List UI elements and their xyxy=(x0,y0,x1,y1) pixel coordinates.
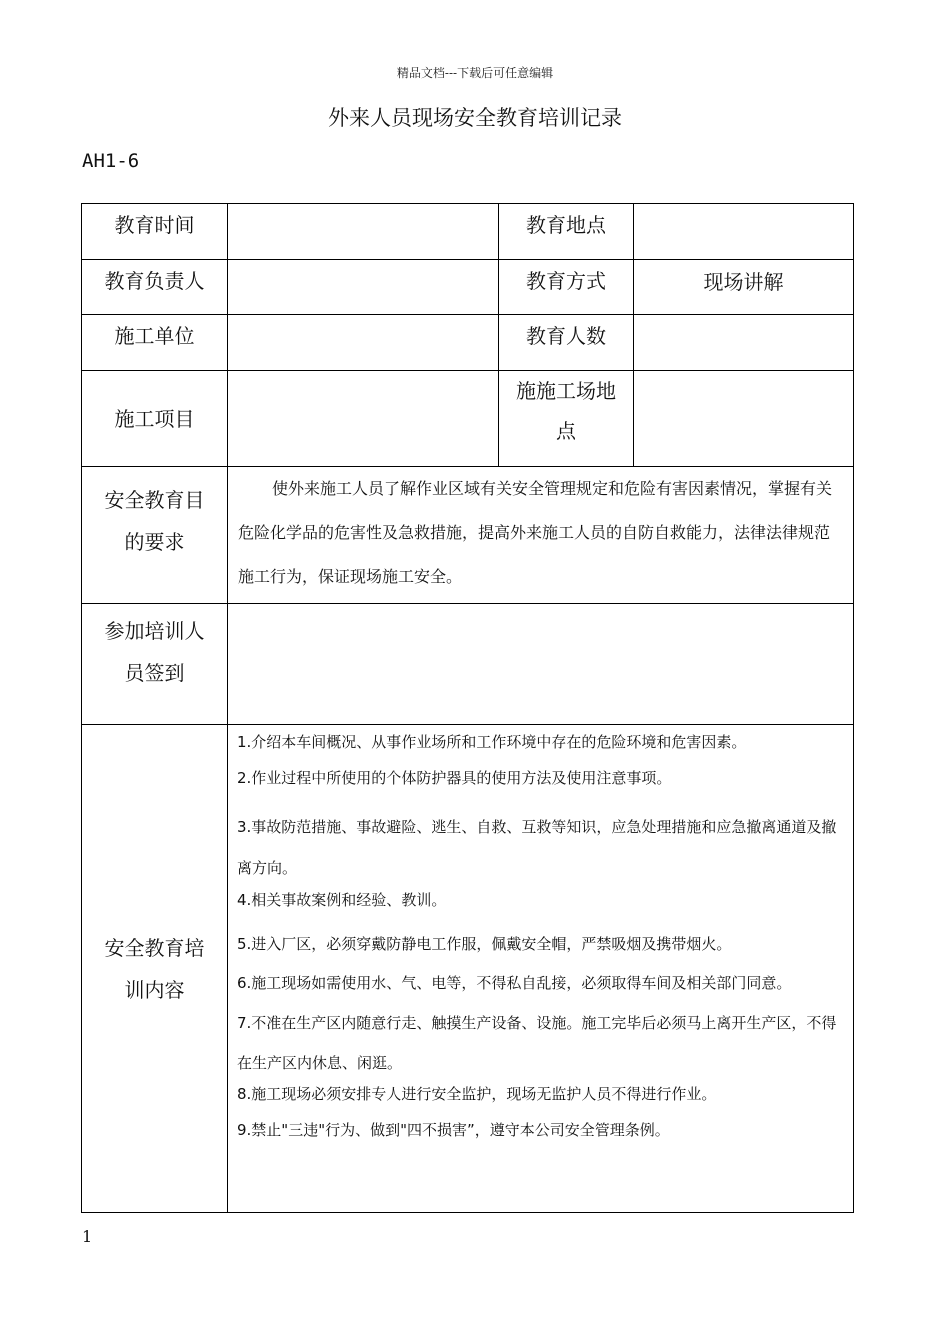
headcount-label: 教育人数 xyxy=(499,315,634,371)
project-label: 施工项目 xyxy=(82,371,228,467)
content-item-7: 7.不准在生产区内随意行走、触摸生产设备、设施。施工完毕后必须马上离开生产区，不得在生产区内休息、闲逛。 xyxy=(237,1014,837,1072)
row-unit-headcount xyxy=(82,315,854,371)
headcount-value xyxy=(634,315,854,371)
row-owner-method xyxy=(82,260,854,315)
content-item-8: 8.施工现场必须安排专人进行安全监护，现场无监护人员不得进行作业。 xyxy=(237,1085,717,1103)
signin-area xyxy=(228,604,854,725)
content-item-2: 2.作业过程中所使用的个体防护器具的使用方法及使用注意事项。 xyxy=(237,769,672,787)
content-item-6: 6.施工现场如需使用水、气、电等，不得私自乱接，必须取得车间及相关部门同意。 xyxy=(237,974,792,992)
unit-value xyxy=(228,315,499,371)
content-cell xyxy=(228,725,854,1213)
signin-label: 参加培训人员签到 xyxy=(82,604,228,725)
edu-method-value: 现场讲解 xyxy=(634,260,854,315)
content-item-1: 1.介绍本车间概况、从事作业场所和工作环境中存在的危险环境和危害因素。 xyxy=(237,733,747,751)
site-label: 施施工场地点 xyxy=(499,371,634,467)
edu-owner-value xyxy=(228,260,499,315)
row-signin xyxy=(82,604,854,725)
document-code: AH1-6 xyxy=(82,150,140,172)
page-number: 1 xyxy=(82,1227,93,1246)
edu-owner-label: 教育负责人 xyxy=(82,260,228,315)
content-item-9: 9.禁止"三违"行为、做到"四不损害”，遵守本公司安全管理条例。 xyxy=(237,1121,670,1139)
edu-place-label: 教育地点 xyxy=(499,204,634,260)
edu-method-label: 教育方式 xyxy=(499,260,634,315)
row-content xyxy=(82,725,854,1213)
content-item-5: 5.进入厂区，必须穿戴防静电工作服，佩戴安全帽，严禁吸烟及携带烟火。 xyxy=(237,935,732,953)
content-item-3: 3.事故防范措施、事故避险、逃生、自救、互救等知识，应急处理措施和应急撤离通道及撤离方向。 xyxy=(237,818,837,877)
row-time-place xyxy=(82,204,854,260)
content-list xyxy=(228,725,853,1149)
edu-time-value xyxy=(228,204,499,260)
content-item-4: 4.相关事故案例和经验、教训。 xyxy=(237,891,447,909)
project-value xyxy=(228,371,499,467)
unit-label: 施工单位 xyxy=(82,315,228,371)
row-project-site xyxy=(82,371,854,467)
edu-time-label: 教育时间 xyxy=(82,204,228,260)
purpose-label: 安全教育目的要求 xyxy=(82,467,228,604)
purpose-text: 使外来施工人员了解作业区域有关安全管理规定和危险有害因素情况，掌握有关危险化学品的危害性及急救措施，提高外来施工人员的自防自救能力，法律法律规范施工行为，保证现场施工安全。 xyxy=(228,467,854,604)
header-note: 精品文档---下载后可任意编辑 xyxy=(396,66,554,80)
row-purpose xyxy=(82,467,854,604)
content-label: 安全教育培训内容 xyxy=(82,725,228,1213)
training-record-table xyxy=(81,203,854,1213)
document-title: 外来人员现场安全教育培训记录 xyxy=(328,106,622,130)
site-value xyxy=(634,371,854,467)
edu-place-value xyxy=(634,204,854,260)
